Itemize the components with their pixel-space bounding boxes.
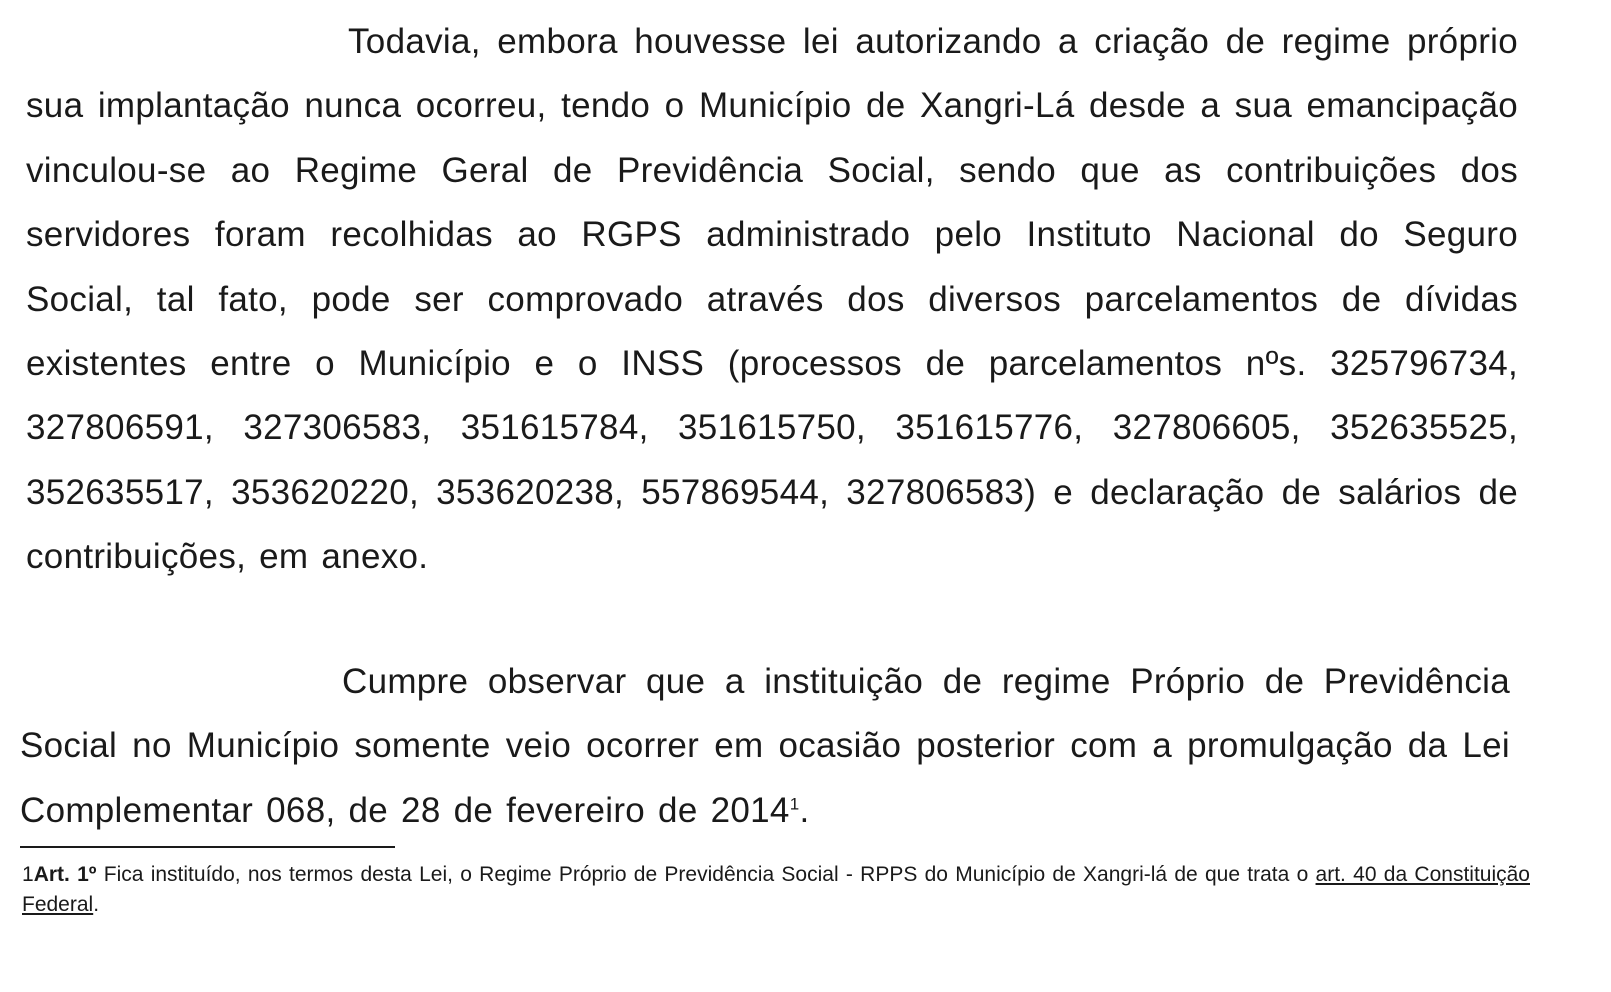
footnote-reference[interactable]: 1 — [789, 794, 800, 814]
footnote — [22, 860, 1530, 920]
footnote-text: Fica instituído, nos termos desta Lei, o Regime Próprio de Previdência Social - RPPS do Município de Xangri-lá de que trata o — [96, 863, 1316, 886]
paragraph-regime-geral-text: Todavia, embora houvesse lei autorizando a criação de regime próprio sua implantação nunca ocorreu, tendo o Município de Xangri-Lá desde a sua emancipação vinculou-se ao Regime Geral de Previdência Social, sendo que as contribuições dos servidores foram recolhidas ao RGPS administrado pelo Instituto Nacional do Seguro Social, tal fato, pode ser comprovado através dos diversos parcelamentos de dívidas existentes entre o Município e o INSS (processos de parcelamentos nºs. 325796734, 327806591, 327306583, 351615784, 351615750, 351615776, 327806605, 352635525, 352635517, 353620220, 353620238, 557869544, 327806583) e declaração de salários de contribuições, em anexo. — [26, 22, 1518, 577]
paragraph-regime-proprio-end: . — [799, 790, 810, 830]
footnote-separator — [20, 846, 395, 848]
footnote-article: Art. 1º — [33, 863, 97, 886]
footnote-constitution-link[interactable]: art. 40 da Constituição Federal — [22, 863, 1530, 916]
paragraph-regime-proprio — [20, 650, 1510, 843]
paragraph-regime-proprio-text: Cumpre observar que a instituição de regime Próprio de Previdência Social no Município somente veio ocorrer em ocasião posterior com a promulgação da Lei Complementar 068, de 28 de fevereiro de 2014 — [20, 662, 1510, 830]
paragraph-regime-geral — [26, 10, 1518, 590]
footnote-number: 1 — [22, 863, 34, 886]
footnote-end: . — [93, 893, 100, 916]
